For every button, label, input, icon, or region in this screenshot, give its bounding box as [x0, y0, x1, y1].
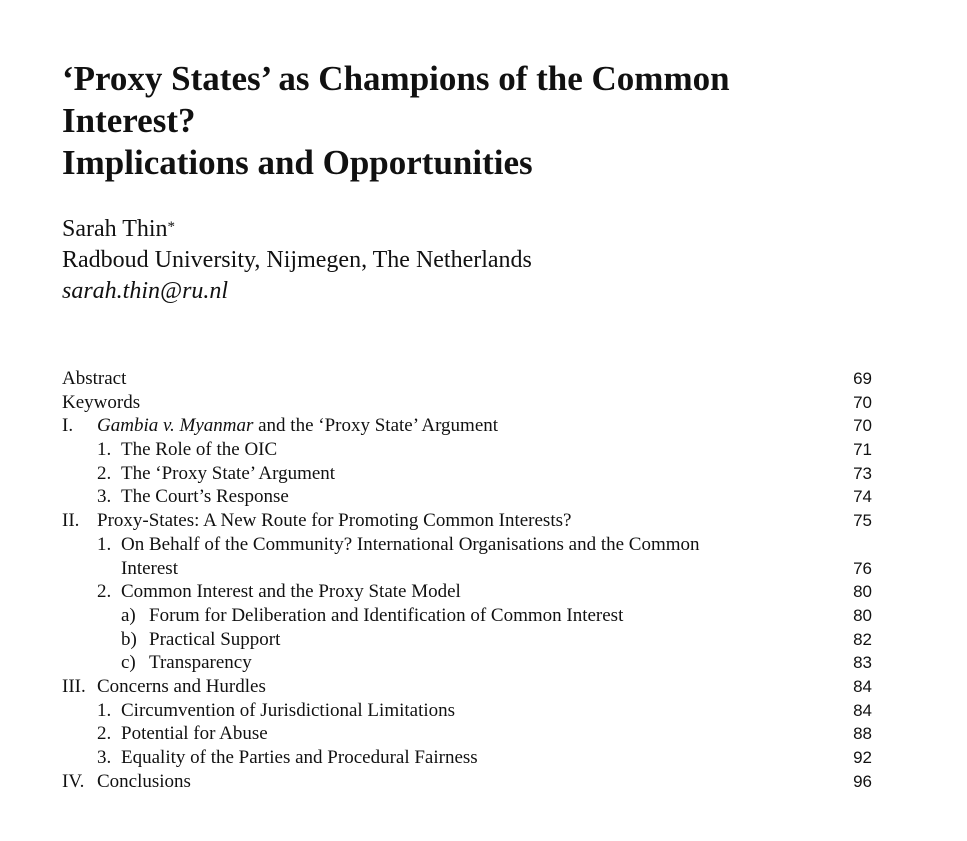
toc-entry-page: 75	[853, 511, 872, 531]
toc-entry-ii-2-a[interactable]	[62, 604, 872, 628]
toc-entry-text: Potential for Abuse	[121, 723, 268, 745]
title-line-3: Implications and Opportunities	[62, 143, 533, 182]
toc-entry-page: 80	[853, 605, 872, 625]
toc-entry-text: Equality of the Parties and Procedural Fairness	[121, 747, 478, 768]
toc-entry-page: 80	[853, 582, 872, 602]
toc-entry-number: 3.	[97, 747, 112, 768]
toc-entry-iii-1[interactable]	[62, 699, 872, 723]
toc-entry-number: 1.	[97, 699, 112, 721]
toc-entry-number: IV.	[62, 770, 85, 792]
toc-entry-text: Abstract	[62, 368, 127, 389]
toc-entry-section-iii[interactable]	[62, 675, 872, 699]
toc-entry-ii-2-b[interactable]	[62, 628, 872, 652]
toc-entry-page: 71	[853, 440, 872, 460]
toc-entry-number: III.	[62, 675, 86, 697]
toc-entry-number: b)	[121, 628, 137, 650]
toc-entry-ii-1[interactable]	[62, 533, 872, 557]
toc-entry-text: Proxy-States: A New Route for Promoting Common Interests?	[97, 510, 572, 532]
toc-entry-number: 1.	[97, 533, 112, 555]
author-name-row	[62, 214, 532, 245]
toc-entry-text: Practical Support	[149, 628, 281, 650]
toc-entry-text: The Role of the OIC	[121, 439, 278, 461]
article-title	[62, 58, 922, 184]
toc-entry-text: Forum for Deliberation and Identification of Common Interest	[149, 604, 624, 626]
author-name: Sarah Thin	[62, 216, 168, 242]
toc-entry-i-3[interactable]	[62, 485, 872, 509]
toc-entry-section-i[interactable]	[62, 414, 872, 438]
toc-entry-iii-3[interactable]	[62, 746, 872, 770]
author-block	[62, 214, 532, 307]
toc-entry-i-2[interactable]	[62, 462, 872, 486]
toc-entry-iii-2[interactable]	[62, 722, 872, 746]
toc-entry-keywords[interactable]	[62, 391, 872, 415]
toc-entry-page: 76	[853, 558, 872, 578]
toc-entry-number: 2.	[97, 462, 112, 484]
toc-entry-i-1[interactable]	[62, 438, 872, 462]
toc-entry-case-name: Gambia v. Myanmar	[97, 415, 254, 437]
toc-entry-page: 74	[853, 487, 872, 507]
toc-entry-number: 3.	[97, 486, 112, 508]
toc-entry-text: The Court’s Response	[121, 486, 289, 508]
toc-entry-ii-2-c[interactable]	[62, 651, 872, 675]
title-line-2: Interest?	[62, 101, 196, 140]
toc-entry-text-rest: and the ‘Proxy State’ Argument	[253, 415, 499, 437]
toc-entry-page: 92	[853, 748, 872, 767]
toc-entry-number: I.	[62, 415, 74, 437]
toc-entry-ii-1-continued[interactable]	[62, 557, 872, 581]
toc-entry-page: 96	[853, 771, 872, 791]
toc-entry-text: On Behalf of the Community? International Organisations and the Common	[121, 533, 700, 555]
toc-entry-text	[97, 414, 498, 438]
toc-entry-number: 1.	[97, 439, 112, 461]
author-email[interactable]: sarah.thin@ru.nl	[62, 278, 229, 304]
toc-entry-page: 84	[853, 676, 872, 696]
toc-entry-page: 82	[853, 629, 872, 649]
toc-entry-text: Conclusions	[97, 770, 191, 792]
toc-entry-section-ii[interactable]	[62, 509, 872, 533]
toc-entry-text: Interest	[121, 557, 178, 579]
toc-entry-page: 84	[853, 700, 872, 720]
toc-entry-page: 70	[853, 392, 872, 412]
toc-entry-page: 83	[853, 653, 872, 673]
title-line-1: ‘Proxy States’ as Champions of the Common	[62, 59, 730, 98]
toc-entry-page: 70	[853, 416, 872, 436]
toc-entry-number: c)	[121, 652, 136, 674]
toc-entry-text: Circumvention of Jurisdictional Limitations	[121, 699, 456, 721]
toc-entry-text: Keywords	[62, 391, 141, 413]
toc-entry-number: 2.	[97, 581, 112, 603]
toc-entry-text: Common Interest and the Proxy State Model	[121, 581, 461, 603]
table-of-contents	[62, 367, 872, 793]
author-footnote-mark: *	[167, 219, 176, 235]
toc-entry-page: 88	[853, 724, 872, 744]
toc-entry-number: 2.	[97, 723, 112, 745]
toc-entry-number: II.	[62, 510, 80, 532]
toc-entry-abstract[interactable]	[62, 367, 872, 391]
author-affiliation: Radboud University, Nijmegen, The Netherlands	[62, 247, 532, 273]
toc-entry-text: Concerns and Hurdles	[97, 675, 266, 697]
toc-entry-text: The ‘Proxy State’ Argument	[121, 462, 336, 484]
toc-entry-section-iv[interactable]	[62, 770, 872, 794]
toc-entry-page: 73	[853, 463, 872, 483]
toc-entry-page: 69	[853, 369, 872, 388]
toc-entry-ii-2[interactable]	[62, 580, 872, 604]
toc-entry-number: a)	[121, 604, 136, 626]
toc-entry-text: Transparency	[149, 652, 252, 674]
